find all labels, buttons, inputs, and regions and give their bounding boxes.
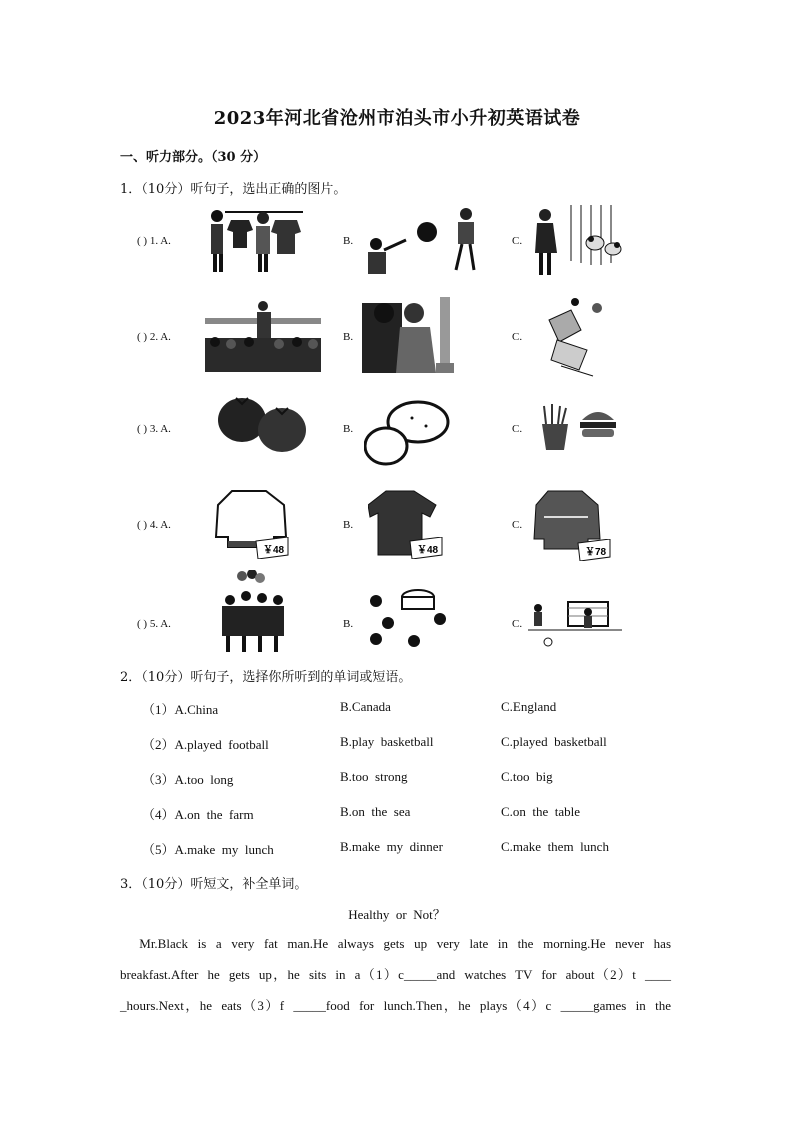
q1-row1-label: ( ) 1. A. bbox=[137, 235, 171, 247]
q2-heading: 2．（10分）听句子，选择你所听到的单词或短语。 bbox=[120, 670, 412, 685]
price-tag-icon bbox=[408, 537, 444, 559]
q1-row1-c: C. bbox=[512, 235, 523, 247]
q2-option-c: C.played basketball bbox=[501, 734, 607, 749]
q2-option-c: C.on the table bbox=[501, 804, 581, 819]
price-tag-label: ￥48 bbox=[417, 545, 439, 556]
q3-heading: 3．（10分）听短文，补全单词。 bbox=[120, 877, 308, 892]
story-line: Mr.Black is a very fat man.He always gets up very late in the morning.He never has bbox=[120, 936, 671, 951]
price-tag-label: ￥48 bbox=[263, 545, 285, 556]
q1-row4-b: B. bbox=[343, 519, 354, 531]
q2-option-a: （5）A.make my lunch bbox=[142, 842, 274, 857]
q2-option-c: C.make them lunch bbox=[501, 839, 609, 854]
q1-row2-label: ( ) 2. A. bbox=[137, 331, 171, 343]
price-tag-icon bbox=[576, 539, 612, 561]
zoo-panda-image bbox=[531, 203, 623, 279]
story-title: Healthy or Not？ bbox=[348, 907, 446, 922]
kite-image bbox=[531, 296, 615, 380]
q1-row3-b: B. bbox=[343, 423, 354, 435]
q1-row5-c: C. bbox=[512, 618, 523, 630]
q1-row5-label: ( ) 5. A. bbox=[137, 618, 171, 630]
price-tag-icon bbox=[254, 537, 290, 559]
q2-option-b: B.make my dinner bbox=[340, 839, 443, 854]
tomatoes-image bbox=[216, 392, 308, 454]
cake-and-buns-image bbox=[366, 583, 456, 651]
page-title: 2023年河北省沧州市泊头市小升初英语试卷 bbox=[213, 108, 581, 129]
q1-row2-b: B. bbox=[343, 331, 354, 343]
story-line: _hours.Next，he eats（3）f _____food for lunch.Then，he plays（4）c _____games in the bbox=[120, 998, 671, 1013]
q1-row3-label: ( ) 3. A. bbox=[137, 423, 171, 435]
q1-row2-c: C. bbox=[512, 331, 523, 343]
q2-option-c: C.England bbox=[501, 699, 557, 714]
q1-row5-b: B. bbox=[343, 618, 354, 630]
part1-heading: 一、听力部分。（30 分） bbox=[120, 150, 267, 165]
q1-row4-label: ( ) 4. A. bbox=[137, 519, 171, 531]
q2-option-a: （2）A.played football bbox=[142, 737, 269, 752]
q2-option-a: （4）A.on the farm bbox=[142, 807, 254, 822]
potatoes-image bbox=[364, 398, 450, 468]
q1-heading: 1．（10分）听句子，选出正确的图片。 bbox=[120, 182, 347, 197]
q1-row4-c: C. bbox=[512, 519, 523, 531]
story-line: breakfast.After he gets up，he sits in a（1）c_____and watches TV for about（2）t ____ bbox=[120, 967, 671, 982]
soccer-game-image bbox=[528, 598, 622, 650]
playing-ball-image bbox=[362, 204, 482, 278]
party-crowd-image bbox=[218, 570, 288, 654]
q2-option-a: （3）A.too long bbox=[142, 772, 234, 787]
price-tag-label: ￥78 bbox=[585, 547, 607, 558]
clothes-shop-image bbox=[205, 206, 305, 276]
q2-option-b: B.on the sea bbox=[340, 804, 411, 819]
q2-option-b: B.too strong bbox=[340, 769, 408, 784]
q2-option-b: B.Canada bbox=[340, 699, 391, 714]
q1-row1-b: B. bbox=[343, 235, 354, 247]
sports-crowd-image bbox=[205, 298, 321, 372]
cooking-image bbox=[362, 297, 458, 373]
fast-food-image bbox=[534, 404, 620, 450]
q1-row3-c: C. bbox=[512, 423, 523, 435]
q2-option-b: B.play basketball bbox=[340, 734, 434, 749]
q2-option-a: （1）A.China bbox=[142, 702, 219, 717]
q2-option-c: C.too big bbox=[501, 769, 553, 784]
